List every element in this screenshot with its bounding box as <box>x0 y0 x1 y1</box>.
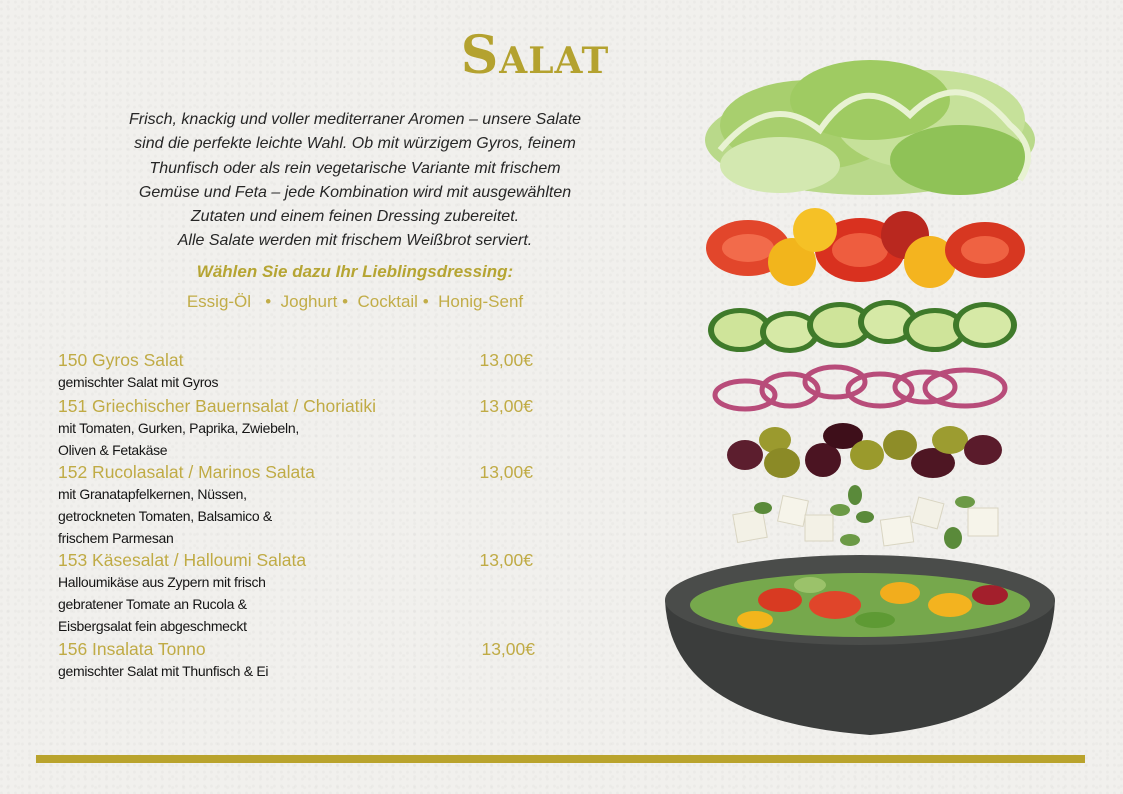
item-description <box>58 483 358 549</box>
item-description-line: getrockneten Tomaten, Balsamico & <box>58 508 272 524</box>
menu-item <box>58 461 538 549</box>
bottom-divider <box>36 755 1085 763</box>
menu-item <box>58 638 538 682</box>
item-description-line: mit Tomaten, Gurken, Paprika, Zwiebeln, <box>58 420 299 436</box>
item-price: 13,00€ <box>479 550 533 570</box>
item-description-line: frischem Parmesan <box>58 530 174 546</box>
item-description-line: mit Granatapfelkernen, Nüssen, <box>58 486 247 502</box>
item-description-line: gemischter Salat mit Thunfisch & Ei <box>58 663 269 679</box>
lettuce-layer <box>705 60 1035 195</box>
item-price: 13,00€ <box>479 396 533 416</box>
item-price: 13,00€ <box>479 350 533 370</box>
dressing-options <box>60 292 650 312</box>
item-description-line: Eisbergsalat fein abgeschmeckt <box>58 618 247 634</box>
item-description <box>58 571 358 637</box>
item-description-line: Halloumikäse aus Zypern mit frisch <box>58 574 266 590</box>
salad-illustration <box>660 30 1100 750</box>
dressing-option: Joghurt <box>280 292 338 311</box>
olive-layer <box>727 423 1002 478</box>
feta-layer <box>733 485 998 549</box>
intro-line: Zutaten und einem feinen Dressing zubereitet. <box>190 208 520 226</box>
dressing-option: Honig-Senf <box>438 292 524 311</box>
intro-line: Gemüse und Feta – jede Kombination wird mit ausgewählten <box>138 183 572 201</box>
onion-layer <box>715 367 1005 409</box>
item-price: 13,00€ <box>479 462 533 482</box>
intro-line: Alle Salate werden mit frischem Weißbrot serviert. <box>177 232 533 250</box>
page-title: Salat <box>460 25 610 86</box>
intro-line: sind die perfekte leichte Wahl. Ob mit würzigem Gyros, feinem <box>134 135 576 153</box>
menu-item <box>58 395 538 461</box>
item-price: 13,00€ <box>481 639 535 659</box>
dressing-option: Essig-Öl <box>186 292 252 311</box>
item-name: 153 Käsesalat / Halloumi Salata <box>58 550 307 570</box>
item-description <box>58 417 358 461</box>
menu-item <box>58 549 538 637</box>
dressing-separator: • <box>422 292 429 311</box>
dressing-heading: Wählen Sie dazu Ihr Lieblingsdressing: <box>196 262 514 281</box>
dressing-separator: • <box>342 292 349 311</box>
item-name: 156 Insalata Tonno <box>58 639 206 659</box>
intro-line: Thunfisch oder als rein vegetarische Variante mit frischem <box>149 159 561 177</box>
intro-line: Frisch, knackig und voller mediterraner Aromen – unsere Salate <box>128 111 582 128</box>
item-name: 152 Rucolasalat / Marinos Salata <box>58 462 315 482</box>
item-description-line: gemischter Salat mit Gyros <box>58 374 219 390</box>
item-name: 151 Griechischer Bauernsalat / Choriatiki <box>58 396 377 416</box>
item-description <box>58 660 358 682</box>
item-description-line: Oliven & Fetakäse <box>58 442 168 458</box>
salad-bowl <box>665 555 1055 735</box>
dressing-separator: • <box>265 292 272 311</box>
tomato-layer <box>706 208 1025 288</box>
dressing-option: Cocktail <box>357 292 418 311</box>
intro-text <box>60 108 650 254</box>
cucumber-layer <box>708 300 1017 353</box>
item-name: 150 Gyros Salat <box>58 350 184 370</box>
menu-item <box>58 349 538 393</box>
item-description-line: gebratener Tomate an Rucola & <box>58 596 247 612</box>
item-description <box>58 371 358 393</box>
